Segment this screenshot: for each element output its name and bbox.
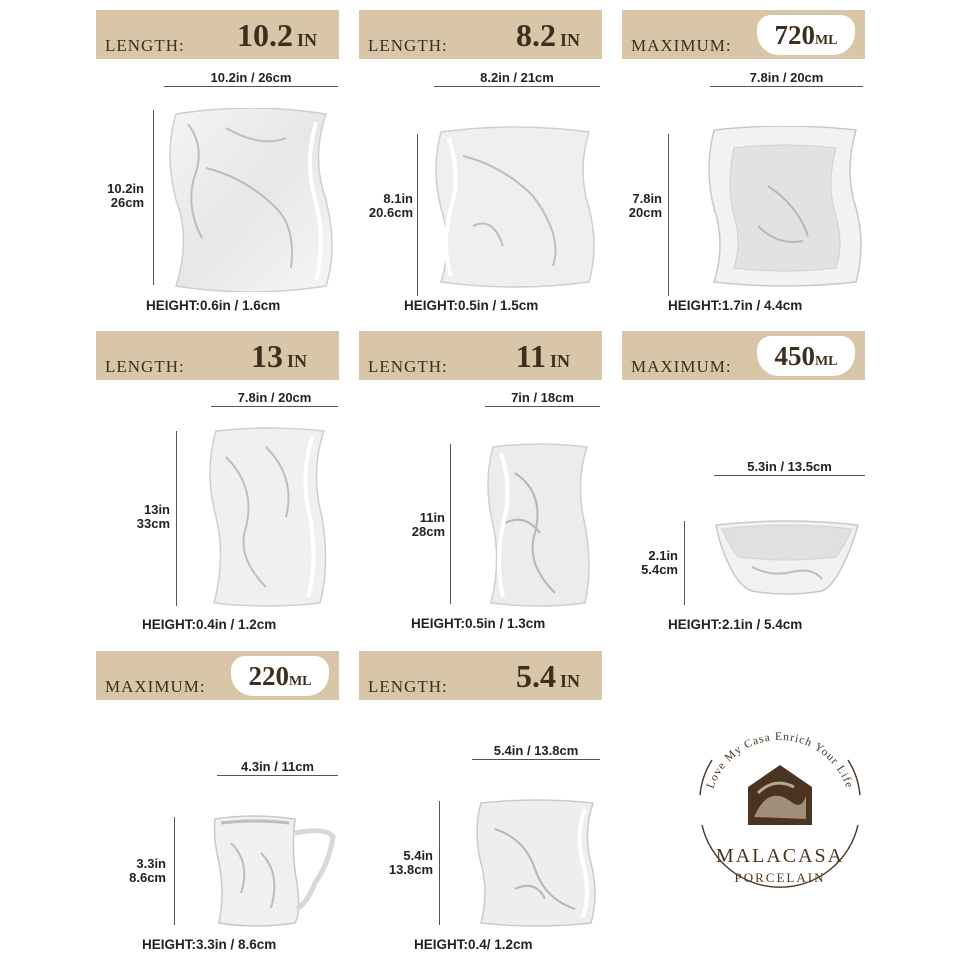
width-dimension: 7.8in / 20cm xyxy=(211,390,338,407)
height-spec: HEIGHT:0.5in / 1.5cm xyxy=(404,298,539,313)
width-dimension: 5.4in / 13.8cm xyxy=(472,743,600,760)
product-cell-dinner-plate xyxy=(96,10,339,330)
length-dimension: 11in 28cm xyxy=(411,510,445,539)
height-dimension-line xyxy=(153,110,154,285)
soup-plate-image xyxy=(708,126,862,288)
width-dimension: 5.3in / 13.5cm xyxy=(714,459,865,476)
capacity-badge: 220ML xyxy=(231,656,329,696)
spec-banner xyxy=(359,331,602,380)
height-spec: HEIGHT:1.7in / 4.4cm xyxy=(668,298,803,313)
spec-banner xyxy=(96,331,339,380)
logo-subtitle: PORCELAIN xyxy=(734,870,826,885)
spec-banner xyxy=(622,331,865,380)
capacity-badge: 450ML xyxy=(757,336,855,376)
height-spec: HEIGHT:0.4/ 1.2cm xyxy=(414,937,533,952)
length-dimension: 5.4in 13.8cm xyxy=(388,848,433,877)
mug-image xyxy=(211,813,341,929)
product-cell-dessert-plate xyxy=(359,10,602,330)
height-dimension-line xyxy=(174,817,175,925)
product-cell-mug xyxy=(96,651,339,971)
height-spec: HEIGHT:3.3in / 8.6cm xyxy=(142,937,277,952)
dessert-plate-image xyxy=(433,126,597,288)
product-cell-bowl xyxy=(622,331,865,651)
width-dimension: 8.2in / 21cm xyxy=(434,70,600,87)
product-cell-small-plate xyxy=(359,651,602,971)
length-dimension: 13in 33cm xyxy=(136,502,170,531)
banner-label: LENGTH: xyxy=(368,36,448,55)
product-cell-soup-plate xyxy=(622,10,865,330)
spec-banner xyxy=(359,10,602,59)
malacasa-logo xyxy=(690,715,870,895)
spec-banner xyxy=(96,651,339,700)
logo-tagline: Love My Casa Enrich Your Life xyxy=(704,730,856,791)
spec-banner xyxy=(96,10,339,59)
height-dimension-line xyxy=(684,521,685,605)
banner-value: 5.4 IN xyxy=(515,658,580,694)
length-dimension: 10.2in 26cm xyxy=(107,181,144,210)
banner-label: MAXIMUM: xyxy=(105,677,206,696)
dinner-plate-image xyxy=(166,108,336,292)
height-dimension-line xyxy=(450,444,451,604)
spec-banner xyxy=(359,651,602,700)
medium-platter-image xyxy=(485,443,595,607)
banner-value: 13 IN xyxy=(250,338,307,374)
banner-value: 11 IN xyxy=(515,338,570,374)
height-spec: HEIGHT:0.6in / 1.6cm xyxy=(146,298,281,313)
width-dimension: 10.2in / 26cm xyxy=(164,70,338,87)
height-dimension-line xyxy=(417,134,418,296)
small-plate-image xyxy=(475,799,599,927)
height-spec: HEIGHT:0.4in / 1.2cm xyxy=(142,617,277,632)
banner-label: LENGTH: xyxy=(105,36,185,55)
large-platter-image xyxy=(206,427,332,607)
logo-brand: MALACASA xyxy=(715,845,845,867)
product-cell-large-platter xyxy=(96,331,339,651)
banner-value: 8.2 IN xyxy=(515,17,580,53)
width-dimension: 4.3in / 11cm xyxy=(217,759,338,776)
height-spec: HEIGHT:0.5in / 1.3cm xyxy=(411,616,546,631)
bowl-image xyxy=(712,517,862,597)
banner-label: MAXIMUM: xyxy=(631,36,732,55)
height-dimension-line xyxy=(176,431,177,606)
banner-label: LENGTH: xyxy=(105,357,185,376)
banner-label: MAXIMUM: xyxy=(631,357,732,376)
capacity-badge: 720ML xyxy=(757,15,855,55)
product-cell-medium-platter xyxy=(359,331,602,651)
width-dimension: 7.8in / 20cm xyxy=(710,70,863,87)
banner-label: LENGTH: xyxy=(368,677,448,696)
banner-label: LENGTH: xyxy=(368,357,448,376)
banner-value: 10.2 IN xyxy=(236,17,317,53)
length-dimension: 8.1in 20.6cm xyxy=(368,191,413,220)
length-dimension: 2.1in 5.4cm xyxy=(641,548,678,577)
height-dimension-line xyxy=(668,134,669,296)
width-dimension: 7in / 18cm xyxy=(485,390,600,407)
length-dimension: 7.8in 20cm xyxy=(628,191,662,220)
height-spec: HEIGHT:2.1in / 5.4cm xyxy=(668,617,803,632)
spec-banner xyxy=(622,10,865,59)
height-dimension-line xyxy=(439,801,440,925)
length-dimension: 3.3in 8.6cm xyxy=(129,856,166,885)
logo-emblem xyxy=(690,715,870,895)
